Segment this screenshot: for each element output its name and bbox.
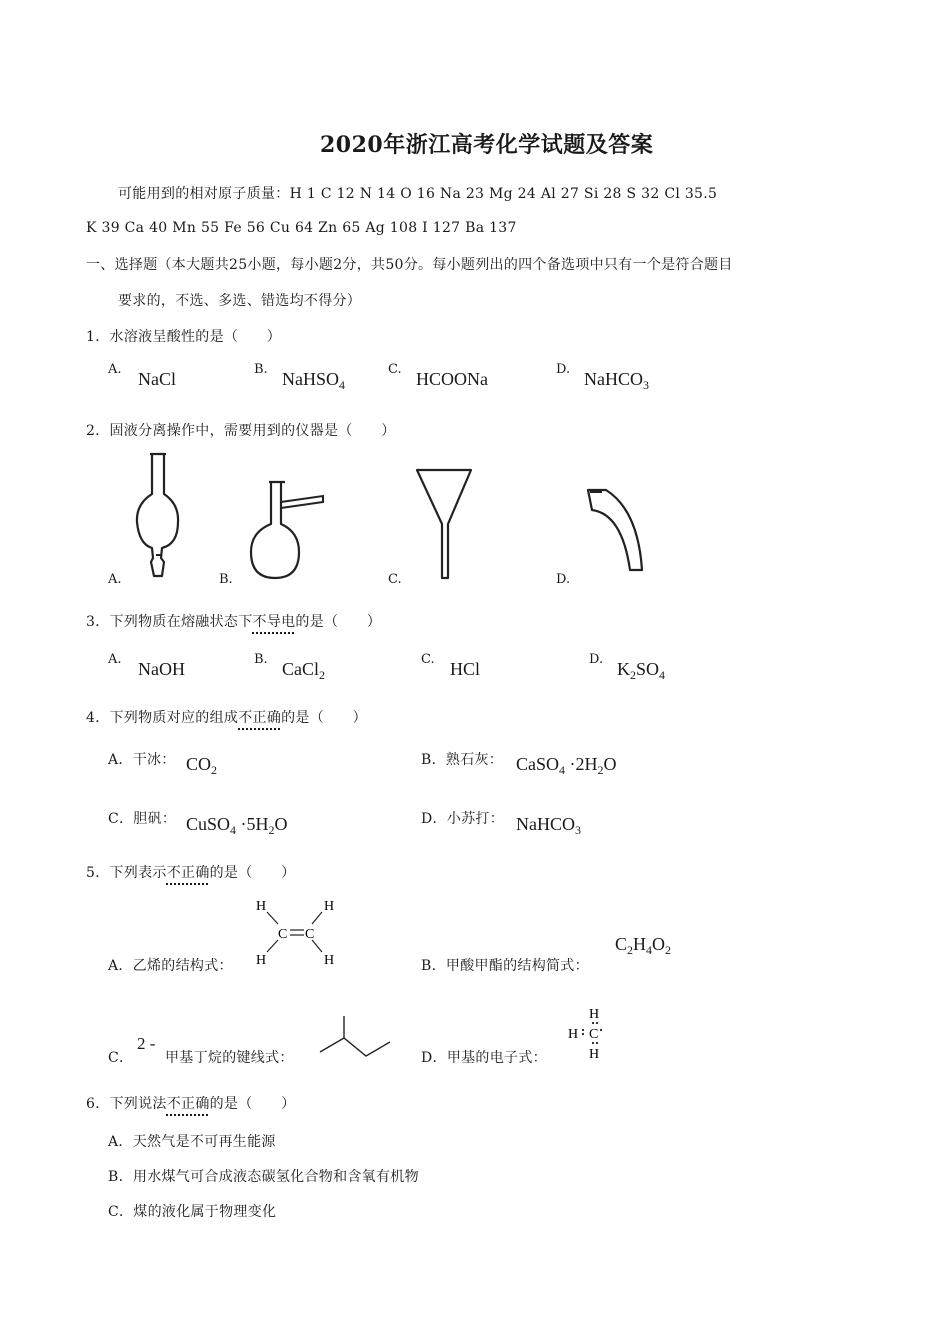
q3-option-c-formula: HCl [450,659,481,679]
q6-option-c: C．煤的液化属于物理变化 [108,1204,277,1220]
q5-option-b-formula: $C_2H_4O_2$ [615,934,672,957]
methyl-h-bottom: H [589,1047,600,1062]
q5-option-b-label: B．甲酸甲酯的结构简式： [421,958,589,974]
q4-option-b-label: B．熟石灰： [421,752,504,768]
q4-option-b-formula: CaSO$_4$ $\cdot 2H_2O$ [516,754,617,777]
q3-option-c-label: C. [421,652,435,667]
ethylene-h-top-left: H [256,899,267,914]
q3-option-d-label: D. [589,652,604,667]
question-3-stem: 3．下列物质在熔融状态下不导电的是（ ） [86,614,382,630]
atomic-masses-line-2: K 39 Ca 40 Mn 55 Fe 56 Cu 64 Zn 65 Ag 108 I 127 Ba 137 [86,220,517,236]
q3-option-a-label: A. [108,652,122,667]
option-a-label: A. [108,362,122,377]
emphasis-not-conductive: 不导电 [252,614,296,630]
q3-option-a-formula: NaOH [138,659,185,679]
q5-option-c-label: C． [108,1050,134,1066]
q4-option-c-formula: CuSO$_4$ $\cdot 5H_2O$ [186,814,288,837]
page-title: 2020年浙江高考化学试题及答案 [320,132,654,158]
question-2-stem: 2．固液分离操作中，需要用到的仪器是（ ） [86,423,396,439]
q3-option-b-label: B. [254,652,268,667]
methyl-electron-dot-diagram [566,1004,612,1064]
ethylene-c-right: C [305,927,315,942]
separatory-funnel-icon [130,452,190,580]
ethylene-h-bottom-left: H [256,953,267,968]
ethylene-h-top-right: H [324,899,335,914]
q6-option-a: A．天然气是不可再生能源 [108,1134,276,1150]
q2-option-a-label: A. [108,572,122,587]
q4-option-a-formula: $CO_2$ [186,754,218,777]
option-c-label: C. [388,362,402,377]
q5-option-c-text: 甲基丁烷的键线式： [165,1050,294,1066]
q5-option-a-label: A．乙烯的结构式： [108,958,233,974]
option-a-formula: NaCl [138,369,176,389]
q5-option-d-label: D．甲基的电子式： [421,1050,547,1066]
option-b-label: B. [254,362,268,377]
option-b-formula: NaHSO$_4$ [282,369,345,392]
q4-option-d-formula: NaHCO$_3$ [516,814,581,837]
ethylene-structure-diagram [250,896,350,968]
atomic-masses-line-1: 可能用到的相对原子质量：H 1 C 12 N 14 O 16 Na 23 Mg 24 Al 27 Si 28 S 32 Cl 35.5 [118,186,718,202]
q2-option-b-label: B. [219,572,233,587]
q3-option-b-formula: CaCl$_2$ [282,659,326,682]
emphasis-incorrect: 不正确 [166,1096,210,1112]
methyl-h-left: H [568,1027,579,1042]
q2-option-c-label: C. [388,572,402,587]
option-d-label: D. [556,362,571,377]
q6-option-b: B．用水煤气可合成液态碳氢化合物和含氧有机物 [108,1169,419,1185]
ethylene-c-left: C [278,927,288,942]
methyl-h-top: H [589,1007,600,1022]
section-heading-continued: 要求的，不选、多选、错选均不得分） [118,293,362,309]
question-4-stem: 4．下列物质对应的组成不正确的是（ ） [86,710,367,726]
option-d-formula: NaHCO$_3$ [584,369,649,392]
question-5-stem: 5．下列表示不正确的是（ ） [86,865,296,881]
q4-option-c-label: C．胆矾： [108,811,177,827]
section-heading: 一、选择题（本大题共25小题，每小题2分，共50分。每小题列出的四个备选项中只有一个是符合题目 [86,257,733,273]
q2-option-d-label: D. [556,572,571,587]
ethylene-h-bottom-right: H [324,953,335,968]
q4-option-d-label: D．小苏打： [421,811,505,827]
distillation-flask-icon [245,478,335,582]
emphasis-incorrect: 不正确 [238,710,282,726]
funnel-icon [413,466,477,580]
methyl-c: C [589,1027,599,1042]
q5-option-c-locant: 2 - [137,1034,156,1053]
question-1-stem: 1．水溶液呈酸性的是（ ） [86,329,282,345]
question-6-stem: 6．下列说法不正确的是（ ） [86,1096,296,1112]
q3-option-d-formula: $K_2SO_4$ [617,659,666,682]
skeletal-formula-diagram [318,1014,394,1062]
q4-option-a-label: A．干冰： [108,752,176,768]
emphasis-incorrect: 不正确 [166,865,210,881]
option-c-formula: HCOONa [416,369,488,389]
bent-tube-icon [580,484,650,574]
